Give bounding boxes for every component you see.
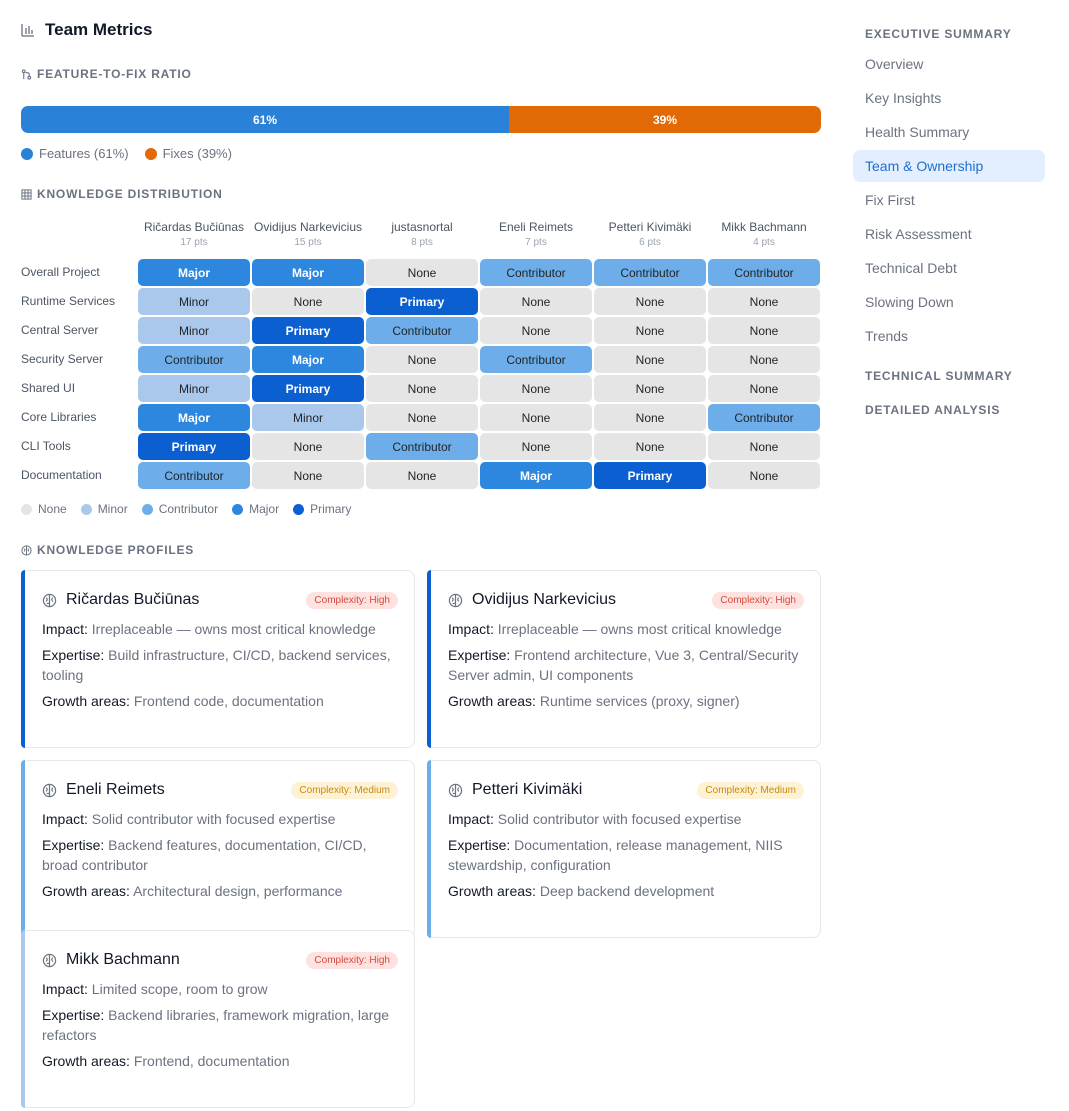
area-label: CLI Tools <box>21 439 71 453</box>
profile-card-eneli-reimets <box>21 760 415 938</box>
knowledge-cell: Primary <box>252 317 364 344</box>
knowledge-cell: None <box>594 346 706 373</box>
card-title <box>42 591 199 609</box>
impact-line-label: Impact: <box>448 621 494 637</box>
legend-features-label: Features (61%) <box>39 146 129 161</box>
expertise-line-label: Expertise: <box>42 837 105 853</box>
knowledge-cell: None <box>594 288 706 315</box>
knowledge-cell: None <box>366 346 478 373</box>
legend-dot <box>142 504 153 515</box>
knowledge-cell: None <box>594 404 706 431</box>
person-name: justasnortal <box>391 220 453 234</box>
section-title: KNOWLEDGE DISTRIBUTION <box>37 187 223 201</box>
impact-line-label: Impact: <box>42 621 88 637</box>
growth-line-label: Growth areas: <box>448 693 536 709</box>
knowledge-cell: Primary <box>594 462 706 489</box>
person-name: Ovidijus Narkevicius <box>253 220 363 234</box>
knowledge-cell: None <box>366 404 478 431</box>
page-title: Team Metrics <box>45 20 153 39</box>
profile-card-ovidijus-narkevicius <box>427 570 821 748</box>
knowledge-cell: Contributor <box>366 433 478 460</box>
legend-dot <box>21 504 32 515</box>
knowledge-cell: None <box>366 259 478 286</box>
profile-card-petteri-kivimaki <box>427 760 821 938</box>
technical-summary-heading[interactable]: TECHNICAL SUMMARY <box>865 369 1013 383</box>
expertise-line-label: Expertise: <box>42 1007 105 1023</box>
knowledge-cell: None <box>480 288 592 315</box>
expertise-line <box>42 645 398 685</box>
complexity-badge: Complexity: Medium <box>697 782 804 799</box>
knowledge-cell: None <box>594 375 706 402</box>
knowledge-cell: Minor <box>252 404 364 431</box>
knowledge-cell: Contributor <box>708 404 820 431</box>
legend-dot <box>232 504 243 515</box>
area-label: Central Server <box>21 323 99 337</box>
legend-dot <box>293 504 304 515</box>
knowledge-cell: None <box>480 317 592 344</box>
feature-fix-ratio-bar <box>21 106 821 133</box>
legend-contributor <box>142 502 218 516</box>
growth-line <box>42 881 398 901</box>
legend-label: Primary <box>310 502 352 516</box>
person-name: Petteri Kivimäki <box>608 220 692 234</box>
growth-line <box>448 691 804 711</box>
knowledge-cell: Minor <box>138 375 250 402</box>
growth-line-value: Deep backend development <box>539 883 715 899</box>
person-column-header <box>593 219 707 253</box>
brain-icon <box>21 545 32 556</box>
impact-line-value: Limited scope, room to grow <box>91 981 268 997</box>
growth-line-label: Growth areas: <box>42 1053 130 1069</box>
expertise-line <box>448 645 804 685</box>
sidebar-item-team-ownership[interactable]: Team & Ownership <box>853 150 1045 182</box>
legend-label: None <box>38 502 67 516</box>
knowledge-cell: None <box>708 346 820 373</box>
person-column-header <box>137 219 251 253</box>
expertise-line <box>42 835 398 875</box>
growth-line-value: Frontend code, documentation <box>133 693 324 709</box>
person-points: 4 pts <box>753 237 775 248</box>
complexity-badge: Complexity: High <box>306 592 398 609</box>
brain-icon <box>42 593 57 608</box>
impact-line-value: Solid contributor with focused expertise <box>91 811 336 827</box>
knowledge-cell: None <box>366 375 478 402</box>
card-header <box>448 591 804 609</box>
growth-line-label: Growth areas: <box>42 693 130 709</box>
knowledge-cell: Minor <box>138 288 250 315</box>
knowledge-cell: None <box>708 317 820 344</box>
person-points: 8 pts <box>411 237 433 248</box>
knowledge-cell: None <box>708 462 820 489</box>
card-title <box>42 781 165 799</box>
person-name: Eneli Reimets <box>498 220 574 234</box>
knowledge-cell: None <box>252 288 364 315</box>
knowledge-cell: Primary <box>138 433 250 460</box>
page-header <box>21 20 152 40</box>
knowledge-cell: None <box>252 462 364 489</box>
knowledge-cell: Major <box>252 259 364 286</box>
legend-primary <box>293 502 351 516</box>
knowledge-cell: Contributor <box>138 346 250 373</box>
expertise-line-value: Backend features, documentation, CI/CD, broad contributor <box>42 837 367 873</box>
expertise-line-label: Expertise: <box>42 647 105 663</box>
sidebar-item-overview[interactable]: Overview <box>865 56 924 72</box>
fixes-segment: 39% <box>509 106 821 133</box>
profile-card-ricardas-buciunas <box>21 570 415 748</box>
brain-icon <box>448 783 463 798</box>
knowledge-cell: Major <box>252 346 364 373</box>
complexity-badge: Complexity: High <box>306 952 398 969</box>
growth-line-label: Growth areas: <box>42 883 130 899</box>
knowledge-cell: None <box>252 433 364 460</box>
area-label: Overall Project <box>21 265 100 279</box>
knowledge-cell: Contributor <box>480 346 592 373</box>
legend-dot <box>81 504 92 515</box>
legend-label: Minor <box>97 502 128 516</box>
knowledge-profiles-heading <box>21 543 194 557</box>
grid-icon <box>21 189 32 200</box>
knowledge-level-legend <box>21 502 351 516</box>
knowledge-cell: Major <box>480 462 592 489</box>
card-header <box>448 781 804 799</box>
card-header <box>42 591 398 609</box>
card-accent-bar <box>21 930 25 1108</box>
impact-line-value: Irreplaceable — owns most critical knowledge <box>91 621 376 637</box>
person-name: Eneli Reimets <box>66 781 165 798</box>
area-label: Documentation <box>21 468 102 482</box>
sidebar-item-risk-assessment[interactable]: Risk Assessment <box>865 226 972 242</box>
person-name: Ričardas Bučiūnas <box>66 591 200 608</box>
expertise-line-label: Expertise: <box>448 647 511 663</box>
impact-line <box>42 619 398 639</box>
growth-line-value: Architectural design, performance <box>133 883 343 899</box>
legend-fixes-label: Fixes (39%) <box>162 146 232 161</box>
card-header <box>42 951 398 969</box>
card-accent-bar <box>427 760 431 938</box>
knowledge-cell: Contributor <box>366 317 478 344</box>
features-segment: 61% <box>21 106 509 133</box>
brain-icon <box>42 953 57 968</box>
growth-line-label: Growth areas: <box>448 883 536 899</box>
person-name: Petteri Kivimäki <box>472 781 583 798</box>
knowledge-cell: None <box>480 375 592 402</box>
knowledge-cell: Primary <box>366 288 478 315</box>
fixes-dot <box>145 148 157 160</box>
knowledge-cell: None <box>594 433 706 460</box>
impact-line <box>448 619 804 639</box>
person-column-header <box>479 219 593 253</box>
knowledge-cell: None <box>480 404 592 431</box>
person-name: Mikk Bachmann <box>66 951 180 968</box>
branch-icon <box>21 69 32 80</box>
expertise-line-value: Build infrastructure, CI/CD, backend services, tooling <box>42 647 391 683</box>
legend-fixes <box>145 146 232 161</box>
legend-major <box>232 502 279 516</box>
expertise-line-label: Expertise: <box>448 837 511 853</box>
person-column-header <box>251 219 365 253</box>
feature-fix-ratio-heading <box>21 67 192 81</box>
complexity-badge: Complexity: High <box>712 592 804 609</box>
person-points: 17 pts <box>180 237 208 248</box>
impact-line-value: Solid contributor with focused expertise <box>497 811 742 827</box>
knowledge-cell: None <box>708 375 820 402</box>
legend-features <box>21 146 129 161</box>
growth-line <box>42 1051 398 1071</box>
sidebar-item-key-insights[interactable]: Key Insights <box>865 90 942 106</box>
knowledge-cell: Contributor <box>594 259 706 286</box>
person-column-header <box>707 219 821 253</box>
card-title <box>448 781 582 799</box>
features-dot <box>21 148 33 160</box>
sidebar-item-slowing-down[interactable]: Slowing Down <box>865 294 954 310</box>
area-label: Runtime Services <box>21 294 116 308</box>
expertise-line-value: Documentation, release management, NIIS stewardship, configuration <box>448 837 783 873</box>
profile-card-mikk-bachmann <box>21 930 415 1108</box>
sidebar-item-trends[interactable]: Trends <box>865 328 909 344</box>
person-name: Ovidijus Narkevicius <box>472 591 617 608</box>
card-accent-bar <box>427 570 431 748</box>
card-header <box>42 781 398 799</box>
detailed-analysis-heading[interactable]: DETAILED ANALYSIS <box>865 403 1001 417</box>
area-label: Shared UI <box>21 381 76 395</box>
knowledge-cell: Minor <box>138 317 250 344</box>
sidebar-item-fix-first[interactable]: Fix First <box>865 192 915 208</box>
knowledge-cell: None <box>480 433 592 460</box>
expertise-line <box>42 1005 398 1045</box>
area-label: Security Server <box>21 352 104 366</box>
legend-label: Contributor <box>158 502 219 516</box>
knowledge-cell: Contributor <box>138 462 250 489</box>
knowledge-cell: Major <box>138 404 250 431</box>
impact-line <box>42 809 398 829</box>
impact-line <box>42 979 398 999</box>
knowledge-cell: None <box>594 317 706 344</box>
knowledge-cell: Primary <box>252 375 364 402</box>
area-label: Core Libraries <box>21 410 97 424</box>
person-name: Mikk Bachmann <box>721 220 807 234</box>
expertise-line-value: Frontend architecture, Vue 3, Central/Security Server admin, UI components <box>448 647 799 683</box>
expertise-line-value: Backend libraries, framework migration, large refactors <box>42 1007 390 1043</box>
knowledge-cell: Contributor <box>480 259 592 286</box>
ratio-legend <box>21 146 232 161</box>
knowledge-cell: None <box>708 433 820 460</box>
card-title <box>42 951 180 969</box>
growth-line-value: Frontend, documentation <box>133 1053 290 1069</box>
complexity-badge: Complexity: Medium <box>291 782 398 799</box>
person-points: 6 pts <box>639 237 661 248</box>
impact-line-label: Impact: <box>42 811 88 827</box>
legend-minor <box>81 502 128 516</box>
card-accent-bar <box>21 570 25 748</box>
person-points: 7 pts <box>525 237 547 248</box>
growth-line <box>448 881 804 901</box>
legend-label: Major <box>249 502 280 516</box>
knowledge-cell: None <box>366 462 478 489</box>
impact-line-value: Irreplaceable — owns most critical knowledge <box>497 621 782 637</box>
impact-line-label: Impact: <box>42 981 88 997</box>
brain-icon <box>448 593 463 608</box>
growth-line-value: Runtime services (proxy, signer) <box>539 693 740 709</box>
sidebar-item-health-summary[interactable]: Health Summary <box>865 124 970 140</box>
sidebar-item-technical-debt[interactable]: Technical Debt <box>865 260 957 276</box>
knowledge-cell: Major <box>138 259 250 286</box>
executive-summary-heading[interactable]: EXECUTIVE SUMMARY <box>865 27 1012 41</box>
card-accent-bar <box>21 760 25 938</box>
person-points: 15 pts <box>294 237 322 248</box>
growth-line <box>42 691 398 711</box>
section-title: KNOWLEDGE PROFILES <box>37 543 195 557</box>
card-title <box>448 591 616 609</box>
knowledge-cell: Contributor <box>708 259 820 286</box>
knowledge-cell: None <box>708 288 820 315</box>
section-title: FEATURE-TO-FIX RATIO <box>37 67 192 81</box>
knowledge-distribution-heading <box>21 187 223 201</box>
person-name: Ričardas Bučiūnas <box>143 220 245 234</box>
bar-chart-icon <box>21 23 35 37</box>
expertise-line <box>448 835 804 875</box>
impact-line-label: Impact: <box>448 811 494 827</box>
impact-line <box>448 809 804 829</box>
brain-icon <box>42 783 57 798</box>
legend-none <box>21 502 67 516</box>
person-column-header <box>365 219 479 253</box>
